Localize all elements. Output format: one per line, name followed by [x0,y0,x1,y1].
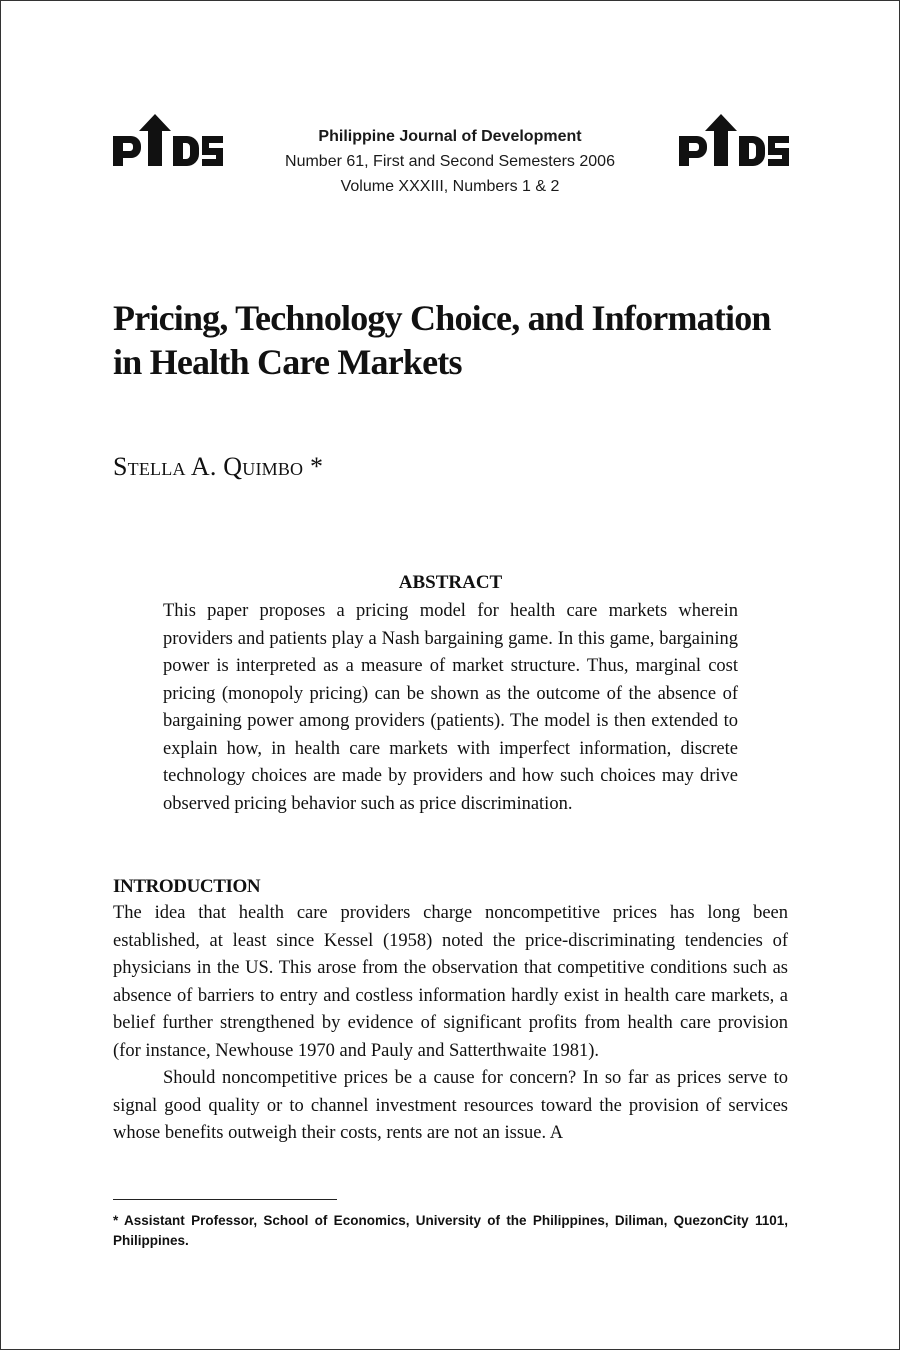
paper-title [113,296,813,384]
intro-paragraph-1: The idea that health care providers charge noncompetitive prices has long been established, at least since Kessel (1958) noted the price-discriminating tendencies of physicians in the US. This arose from the observation that competitive conditions such as absence of barriers to entry and costless information hardly exist in health care markets, a belief further strengthened by evidence of significant profits from health care provision (for instance, Newhouse 1970 and Pauly and Satterthwaite 1981). [113,903,788,1061]
journal-header [250,124,650,199]
title-line-1: Pricing, Technology Choice, and Information [113,298,771,338]
footnote: * Assistant Professor, School of Economics, University of the Philippines, Diliman, QuezonCity 1101, Philippines. [113,1213,788,1248]
pids-logo-left [113,114,223,170]
abstract-heading: ABSTRACT [398,572,503,593]
author-name: Stella A. Quimbo * [113,452,324,481]
title-line-2: in Health Care Markets [113,342,462,382]
intro-paragraph-2: Should noncompetitive prices be a cause for concern? In so far as prices serve to signal good quality or to channel investment resources toward the provision of services whose benefits outweigh their costs, rents are not an issue. A [113,1068,788,1143]
pids-logo-right [679,114,789,170]
introduction-heading: INTRODUCTION [113,876,261,897]
journal-volume: Volume XXXIII, Numbers 1 & 2 [340,178,560,195]
journal-issue: Number 61, First and Second Semesters 2006 [285,153,615,170]
abstract-text: This paper proposes a pricing model for health care markets wherein providers and patients play a Nash bargaining game. In this game, bargaining power is interpreted as a measure of market structure. Thus, marginal cost pricing (monopoly pricing) can be shown as the outcome of the absence of bargaining power among providers (patients). The model is then extended to explain how, in health care markets with imperfect information, discrete technology choices are made by providers and how such choices may drive observed pricing behavior such as price discrimination. [163,601,738,814]
journal-name: Philippine Journal of Development [318,128,582,145]
footnote-divider [113,1199,337,1200]
introduction-body [113,900,788,1148]
